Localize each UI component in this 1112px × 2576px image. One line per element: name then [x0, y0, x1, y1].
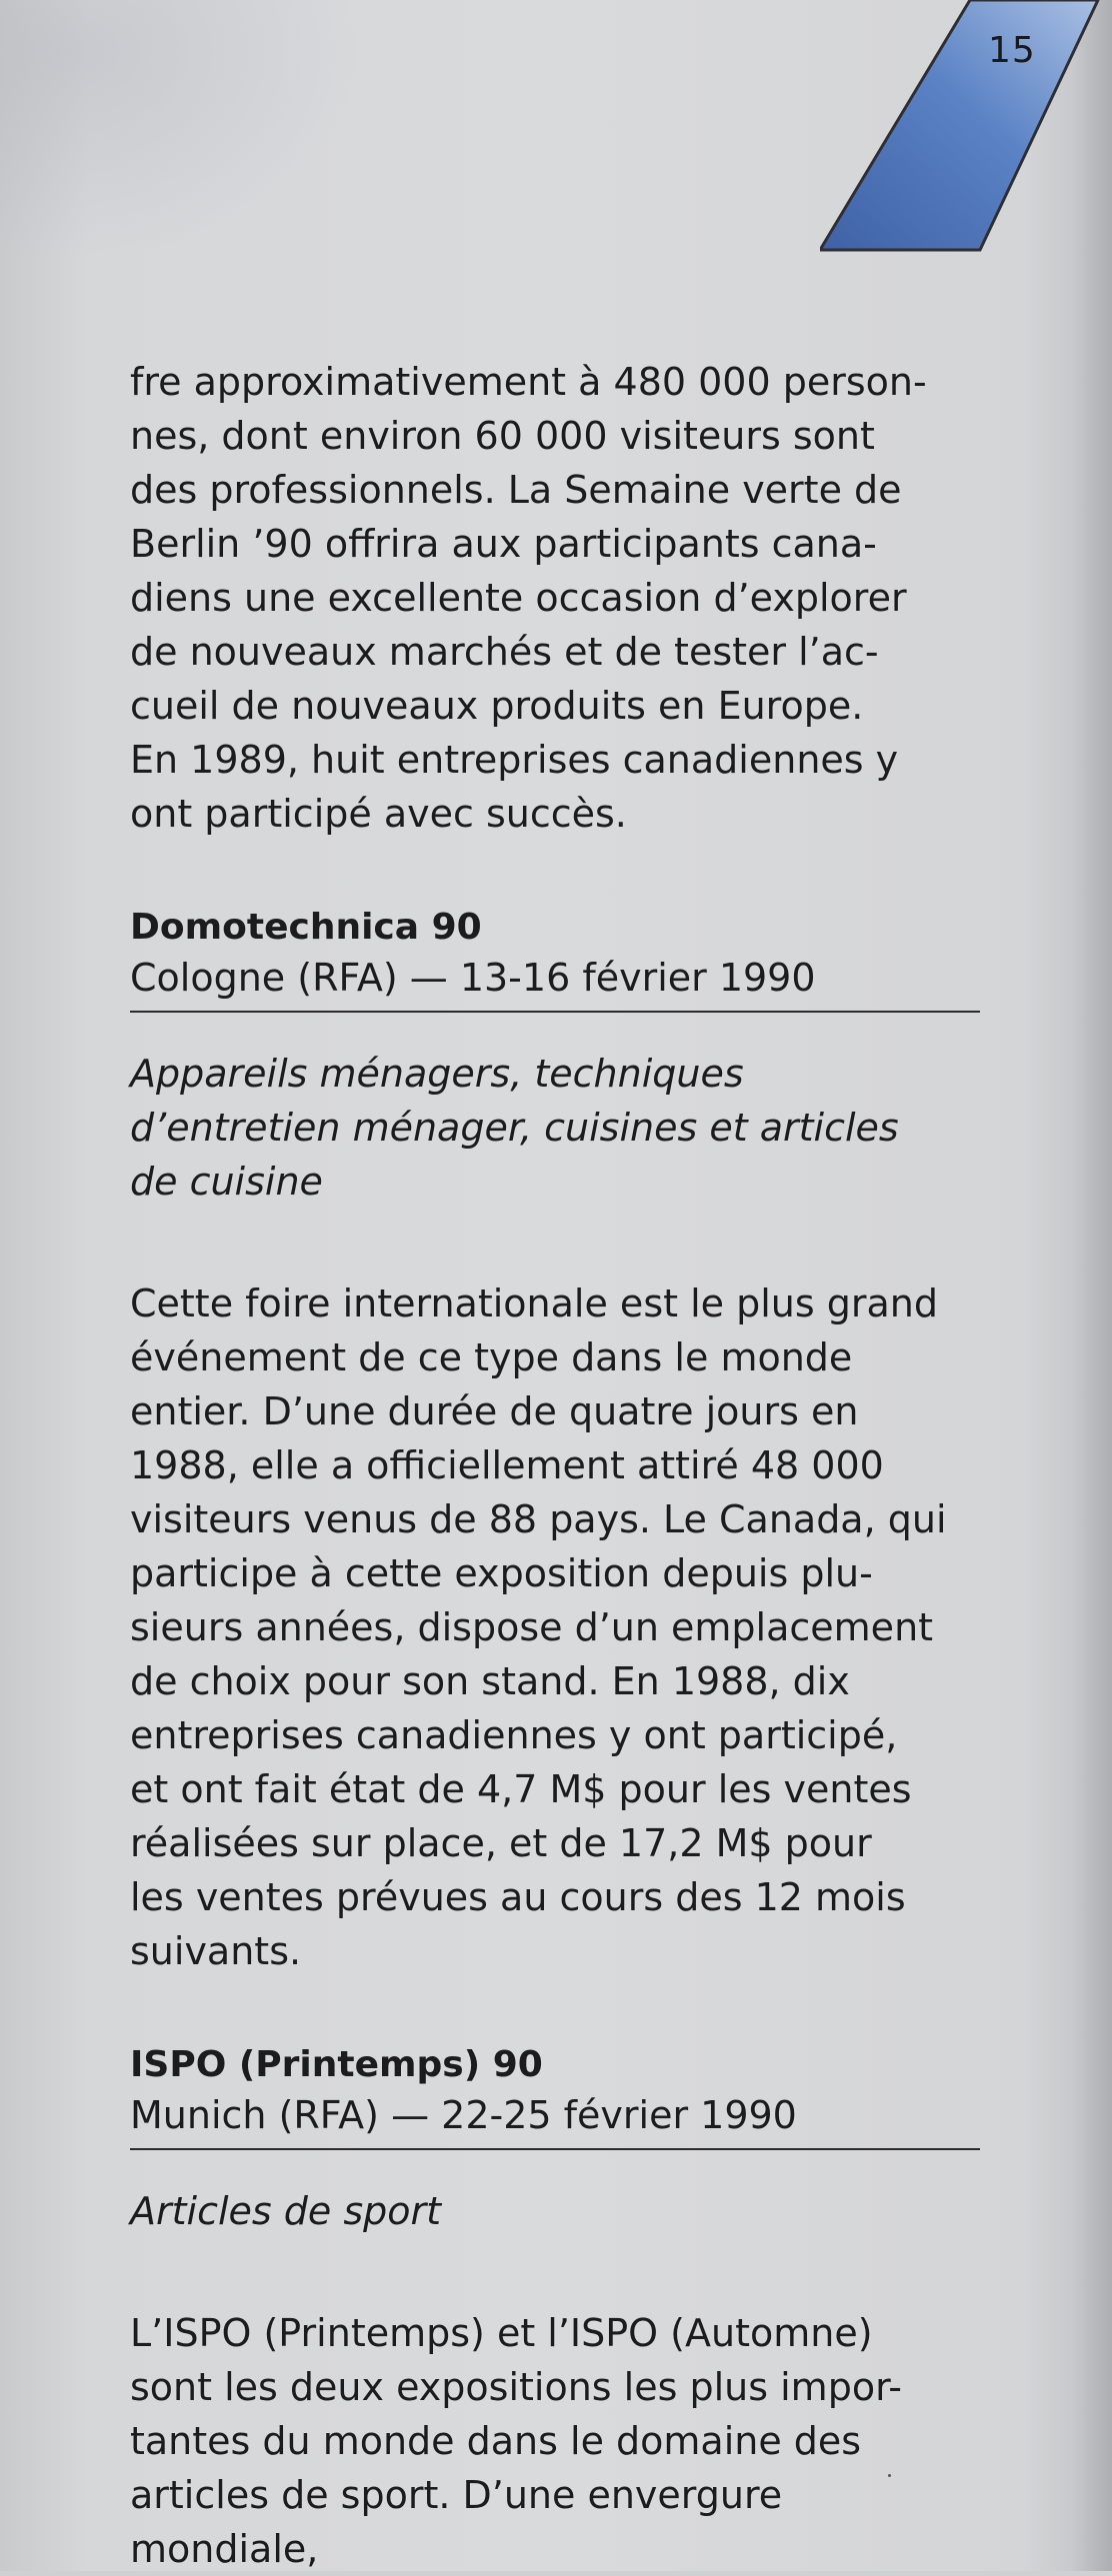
intro-line: cueil de nouveaux produits en Europe.	[130, 684, 864, 728]
body-line: participe à cette exposition depuis plu-	[130, 1551, 873, 1595]
category-line: Appareils ménagers, techniques	[130, 1052, 744, 1096]
body-line: entreprises canadiennes y ont participé,	[130, 1713, 898, 1757]
event-category	[130, 2184, 980, 2238]
body-line: tantes du monde dans le domaine des	[130, 2419, 862, 2463]
body-line: articles de sport. D’une envergure mondiale,	[130, 2473, 783, 2571]
category-line: de cuisine	[130, 1160, 323, 1204]
intro-line: nes, dont environ 60 000 visiteurs sont	[130, 414, 875, 458]
paper-speck	[888, 2474, 891, 2477]
body-line: de choix pour son stand. En 1988, dix	[130, 1659, 850, 1703]
body-line: réalisées sur place, et de 17,2 M$ pour	[130, 1821, 872, 1865]
page-number-tab	[820, 0, 1112, 260]
body-line: événement de ce type dans le monde	[130, 1335, 853, 1379]
body-line: entier. D’une durée de quatre jours en	[130, 1389, 859, 1433]
body-line: Cette foire internationale est le plus grand	[130, 1282, 938, 1325]
parallelogram-tab	[820, 0, 1098, 250]
body-line: visiteurs venus de 88 pays. Le Canada, qui	[130, 1497, 947, 1541]
page-number: 15	[988, 30, 1036, 71]
category-line: Articles de sport	[130, 2189, 442, 2233]
body-line: sont les deux expositions les plus impor-	[130, 2365, 902, 2409]
page-corner-shading	[0, 0, 360, 260]
event-description	[130, 1277, 980, 1978]
event-title: ISPO (Printemps) 90	[130, 2044, 543, 2085]
page-number-tab-shape	[820, 0, 1112, 260]
event-title: Domotechnica 90	[130, 907, 482, 948]
document-body	[130, 355, 980, 2576]
event-location-date: Munich (RFA) — 22-25 février 1990	[130, 2090, 980, 2150]
event-category	[130, 1047, 980, 1209]
body-line: 1988, elle a officiellement attiré 48 000	[130, 1443, 884, 1487]
category-line: d’entretien ménager, cuisines et articles	[130, 1106, 899, 1150]
body-line: L’ISPO (Printemps) et l’ISPO (Automne)	[130, 2311, 873, 2355]
intro-paragraph	[130, 355, 980, 841]
intro-line: ont participé avec succès.	[130, 792, 627, 836]
intro-line: des professionnels. La Semaine verte de	[130, 468, 902, 512]
body-line: et ont fait état de 4,7 M$ pour les ventes	[130, 1767, 912, 1811]
intro-line: fre approximativement à 480 000 person-	[130, 360, 927, 404]
event-location-date: Cologne (RFA) — 13-16 février 1990	[130, 953, 980, 1013]
event-description	[130, 2306, 980, 2576]
intro-line: de nouveaux marchés et de tester l’ac-	[130, 630, 879, 674]
body-line: les ventes prévues au cours des 12 mois	[130, 1875, 906, 1919]
body-line: suivants.	[130, 1929, 302, 1973]
intro-line: diens une excellente occasion d’explorer	[130, 576, 907, 620]
intro-line: En 1989, huit entreprises canadiennes y	[130, 738, 899, 782]
body-line: sieurs années, dispose d’un emplacement	[130, 1605, 934, 1649]
event-domotechnica	[130, 903, 980, 1978]
event-ispo	[130, 2040, 980, 2576]
intro-line: Berlin ’90 offrira aux participants cana-	[130, 522, 877, 566]
page-edge-shadow	[1072, 0, 1112, 2571]
